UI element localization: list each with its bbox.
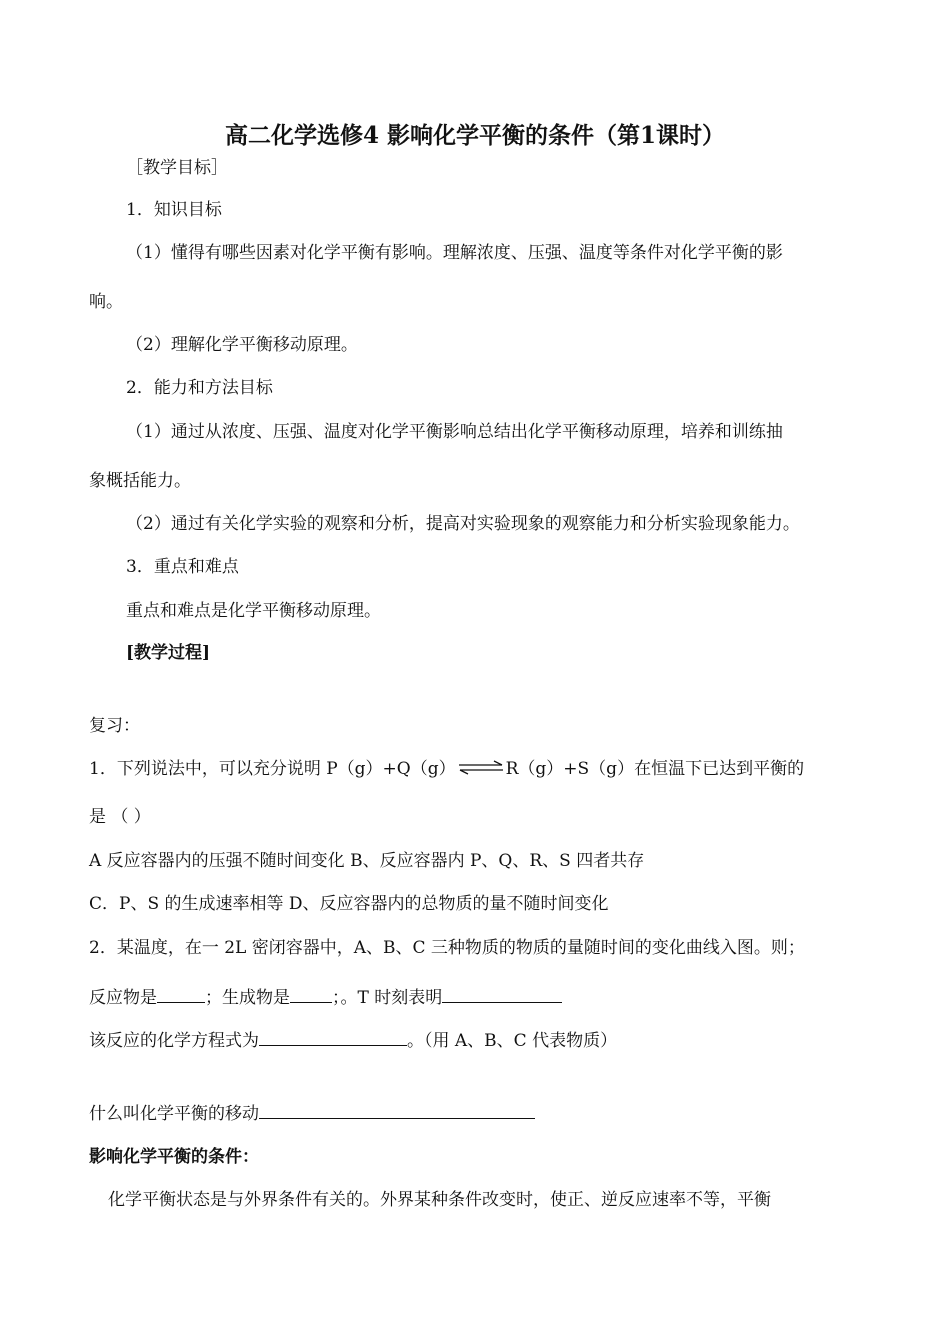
key-points-heading: 3．重点和难点: [126, 557, 239, 577]
question-2-equation: [89, 1029, 617, 1052]
knowledge-objective-1-cont: 响。: [89, 292, 123, 312]
product-blank[interactable]: [290, 986, 332, 1003]
conditions-heading: 影响化学平衡的条件：: [89, 1147, 259, 1167]
knowledge-objective-heading: 1．知识目标: [126, 200, 222, 220]
question-2-blanks: [89, 986, 562, 1009]
objectives-heading: ［教学目标］: [126, 158, 228, 178]
question-2: 2．某温度，在一 2L 密闭容器中，A、B、C 三种物质的物质的量随时间的变化曲线入图。则；: [89, 938, 805, 958]
ability-objective-2: （2）通过有关化学实验的观察和分析，提高对实验现象的观察能力和分析实验现象能力。: [126, 514, 800, 534]
reactant-label: 反应物是: [89, 988, 157, 1008]
process-heading: [教学过程]: [126, 643, 211, 663]
conditions-text: 化学平衡状态是与外界条件有关的。外界某种条件改变时，使正、逆反应速率不等，平衡: [108, 1190, 771, 1210]
question-1: [89, 758, 804, 780]
equation-note: 。（用 A、B、C 代表物质）: [407, 1031, 618, 1051]
t-moment-label: ；。T 时刻表明: [332, 988, 443, 1008]
product-label: ；生成物是: [205, 988, 290, 1008]
reactant-blank[interactable]: [157, 986, 205, 1003]
question-1-start: 1．下列说法中，可以充分说明 P（g）+Q（g）: [89, 759, 456, 779]
question-1-cont: 是 （ ）: [89, 807, 151, 827]
page-title: 高二化学选修4 影响化学平衡的条件（第1课时）: [224, 122, 725, 149]
knowledge-objective-1: （1）懂得有哪些因素对化学平衡有影响。理解浓度、压强、温度等条件对化学平衡的影: [126, 243, 783, 263]
key-points-text: 重点和难点是化学平衡移动原理。: [126, 601, 381, 621]
question-1-options-ab: A 反应容器内的压强不随时间变化 B、反应容器内 P、Q、R、S 四者共存: [89, 851, 645, 871]
ability-objective-heading: 2．能力和方法目标: [126, 378, 273, 398]
shift-question-label: 什么叫化学平衡的移动: [89, 1104, 259, 1124]
question-1-end: R（g）+S（g）在恒温下已达到平衡的: [505, 759, 805, 779]
question-1-options-cd: C．P、S 的生成速率相等 D、反应容器内的总物质的量不随时间变化: [89, 894, 609, 914]
equilibrium-arrow-icon: [458, 760, 504, 776]
equation-label: 该反应的化学方程式为: [89, 1031, 259, 1051]
shift-question: [89, 1102, 535, 1125]
ability-objective-1: （1）通过从浓度、压强、温度对化学平衡影响总结出化学平衡移动原理，培养和训练抽: [126, 422, 783, 442]
equation-blank[interactable]: [259, 1029, 407, 1046]
review-label: 复习：: [89, 716, 140, 736]
shift-question-blank[interactable]: [259, 1102, 535, 1119]
ability-objective-1-cont: 象概括能力。: [89, 471, 191, 491]
knowledge-objective-2: （2）理解化学平衡移动原理。: [126, 335, 358, 355]
t-moment-blank[interactable]: [442, 986, 562, 1003]
